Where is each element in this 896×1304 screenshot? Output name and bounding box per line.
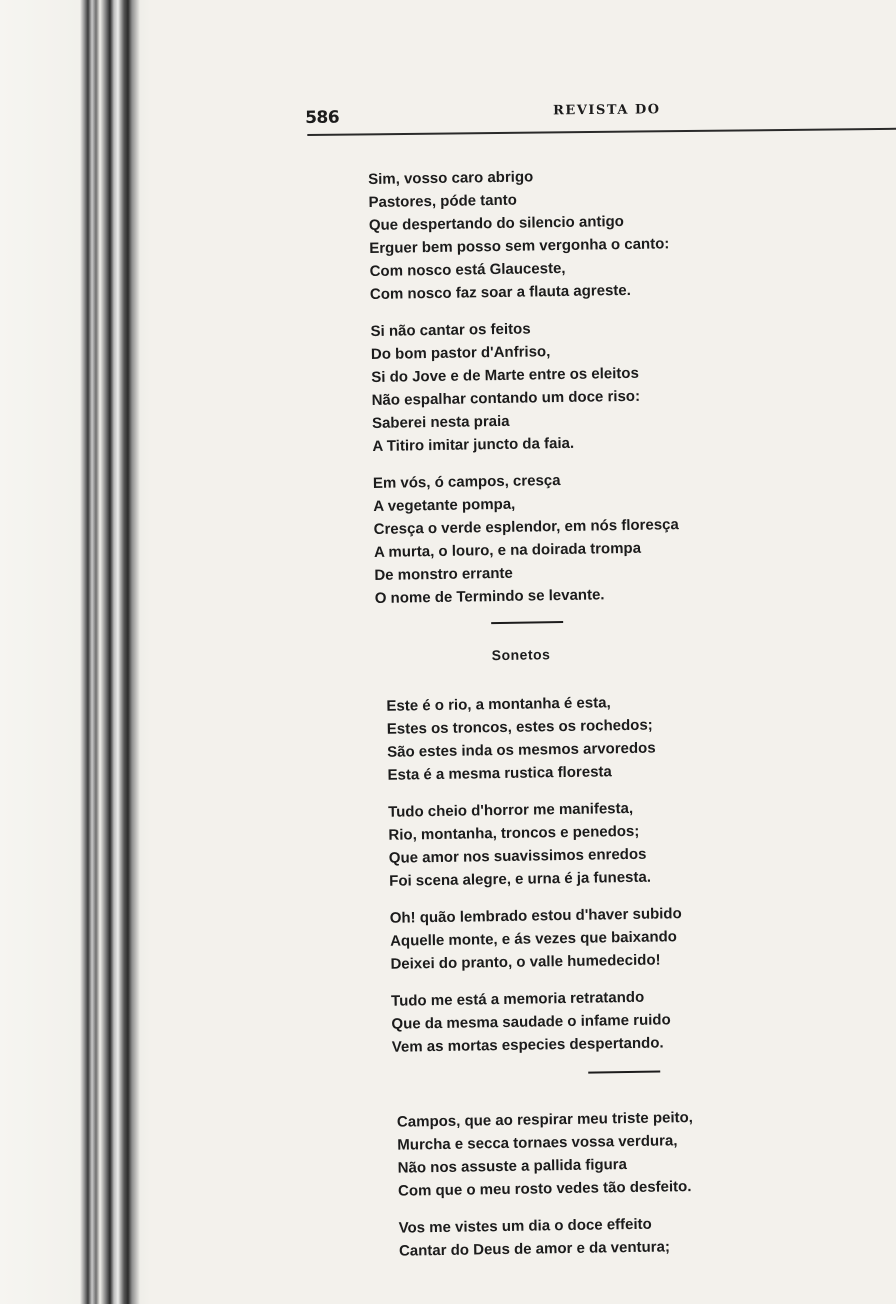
verse-line: Cantar do Deus de amor e da ventura;: [398, 1238, 671, 1260]
book-binding-edge: [0, 0, 150, 1304]
verse-line: Oh! quão lembrado estou d'haver subido: [389, 905, 682, 927]
verse-line: Cresça o verde esplendor, em nós floresça: [373, 516, 679, 538]
poem: [368, 160, 895, 610]
verse-line: Não espalhar contando um doce riso:: [371, 387, 641, 409]
text-column: [368, 160, 896, 1277]
verse-line: Do bom pastor d'Anfriso,: [370, 343, 551, 363]
sonnet-stanza: [398, 1209, 896, 1263]
verse-line: Com nosco faz soar a flauta agreste.: [369, 281, 632, 303]
sonnet-stanza: [386, 687, 896, 787]
verse-line: Aquelle monte, e ás vezes que baixando: [390, 928, 678, 950]
sonnet-stanza: [390, 899, 896, 976]
verse-line: Deixei do pranto, o valle humedecido!: [390, 951, 661, 973]
verse-line: Estes os troncos, estes os rochedos;: [386, 716, 653, 738]
verse-line: Pastores, póde tanto: [368, 191, 518, 211]
verse-line: Não nos assuste a pallida figura: [397, 1156, 628, 1177]
sonnet-2: [397, 1103, 896, 1263]
verse-line: Campos, que ao respirar meu triste peito,: [396, 1109, 694, 1131]
page-header: [305, 98, 896, 134]
verse-line: Erguer bem posso sem vergonha o canto:: [369, 235, 670, 257]
verse-line: Tudo me está a memoria retratando: [390, 988, 645, 1010]
verse-line: Este é o rio, a montanha é esta,: [386, 694, 611, 715]
sonnet-divider: [588, 1071, 660, 1074]
verse-line: Que despertando do silencio antigo: [368, 212, 625, 234]
verse-line: A Titiro imitar juncto da faia.: [372, 434, 575, 455]
verse-line: Rio, montanha, troncos e penedos;: [388, 822, 640, 844]
verse-line: Si do Jove e de Marte entre os eleitos: [371, 364, 639, 386]
verse-line: São estes inda os mesmos arvoredos: [387, 739, 656, 761]
page-number: 586: [305, 107, 340, 128]
poem-stanza: [373, 464, 895, 610]
verse-line: De monstro errante: [374, 564, 513, 584]
verse-line: Com nosco está Glauceste,: [369, 259, 566, 280]
verse-line: Si não cantar os feitos: [370, 320, 531, 340]
verse-line: Tudo cheio d'horror me manifesta,: [387, 799, 634, 821]
verse-line: Esta é a mesma rustica floresta: [387, 763, 612, 784]
sonnet-1: [386, 687, 896, 1059]
header-rule: [307, 128, 896, 136]
sonnet-stanza: [388, 793, 896, 893]
verse-line: Saberei nesta praia: [371, 412, 510, 432]
sonnet-stanza: [391, 982, 896, 1059]
verse-line: Que da mesma saudade o infame ruido: [391, 1011, 671, 1033]
section-divider: [491, 621, 563, 624]
verse-line: Vem as mortas especies despertando.: [391, 1034, 664, 1056]
verse-line: Foi scena alegre, e urna é ja funesta.: [389, 868, 652, 890]
verse-line: Com que o meu rosto vedes tão desfeito.: [397, 1178, 692, 1200]
verse-line: Sim, vosso caro abrigo: [368, 168, 534, 188]
verse-line: Em vós, ó campos, cresça: [372, 472, 561, 492]
poem-stanza: [368, 160, 890, 306]
verse-line: O nome de Termindo se levante.: [374, 586, 605, 607]
verse-line: A murta, o louro, e na doirada trompa: [373, 539, 642, 561]
verse-line: Murcha e secca tornaes vossa verdura,: [397, 1132, 678, 1154]
sonnet-stanza: [397, 1103, 896, 1203]
running-title: REVISTA DO: [553, 102, 661, 119]
poem-stanza: [370, 312, 892, 458]
section-title: Sonetos: [491, 646, 551, 664]
verse-line: A vegetante pompa,: [373, 495, 516, 515]
verse-line: Que amor nos suavissimos enredos: [388, 845, 647, 867]
verse-line: Vos me vistes um dia o doce effeito: [398, 1215, 652, 1237]
